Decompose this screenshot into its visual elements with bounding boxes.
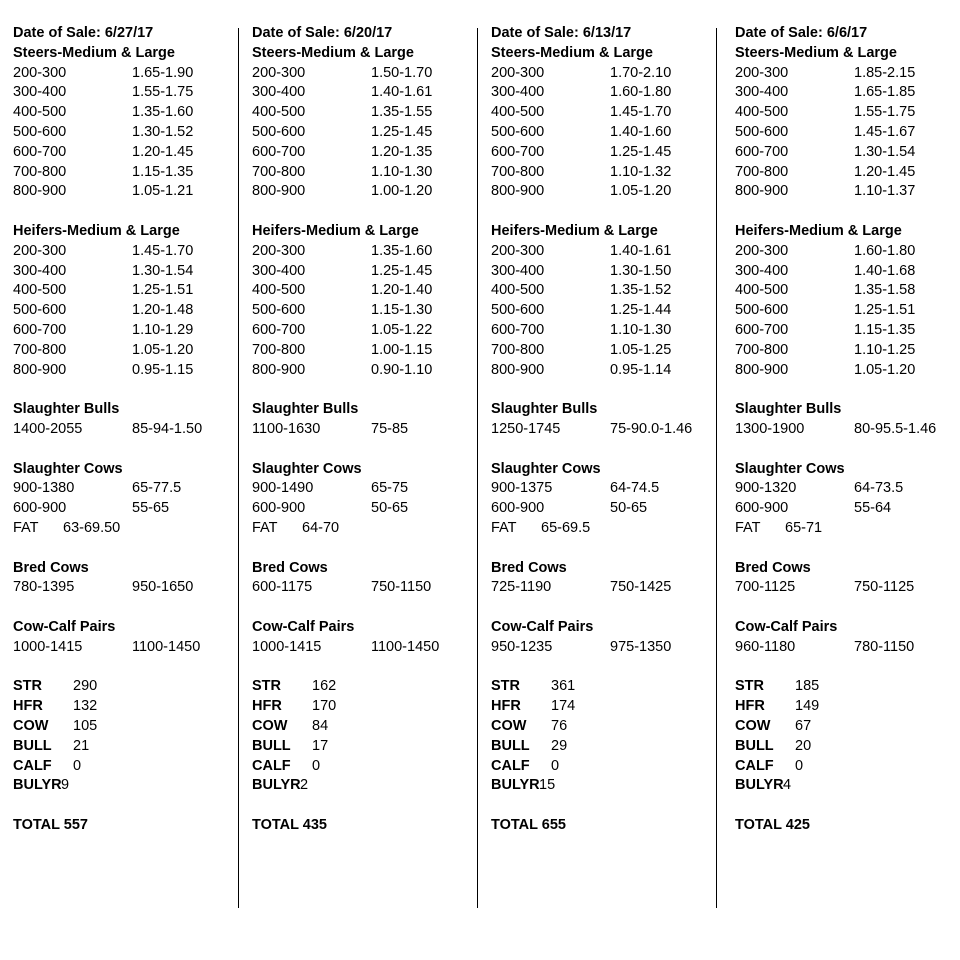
heifers-price: 1.10-1.25 [854, 342, 916, 358]
heifers-weight: 400-500 [252, 282, 306, 298]
cows-price: 64-73.5 [854, 480, 904, 496]
steers-price: 1.45-1.70 [610, 104, 672, 120]
fat-value: 63-69.50 [63, 520, 121, 536]
cows-weight: 600-900 [13, 500, 67, 516]
heifers-heading: Heifers-Medium & Large [491, 223, 658, 239]
bred-price: 750-1125 [854, 579, 915, 595]
heifers-price: 0.95-1.15 [132, 362, 194, 378]
steers-weight: 300-400 [735, 84, 789, 100]
count-value: 9 [61, 777, 70, 793]
heifers-price: 1.20-1.48 [132, 302, 194, 318]
pairs-heading: Cow-Calf Pairs [491, 619, 594, 635]
heifers-price: 1.25-1.51 [854, 302, 916, 318]
count-value: 174 [551, 698, 576, 714]
cows-weight: 600-900 [735, 500, 789, 516]
heifers-weight: 400-500 [13, 282, 67, 298]
steers-weight: 400-500 [491, 104, 545, 120]
sale-date: Date of Sale: 6/20/17 [252, 25, 393, 41]
count-label: HFR [252, 698, 282, 714]
bred-weight: 700-1125 [735, 579, 796, 595]
cows-heading: Slaughter Cows [252, 461, 362, 477]
bred-weight: 780-1395 [13, 579, 75, 595]
heifers-price: 1.05-1.25 [610, 342, 672, 358]
fat-label: FAT [735, 520, 761, 536]
steers-price: 1.30-1.54 [854, 144, 916, 160]
steers-price: 1.30-1.52 [132, 124, 194, 140]
fat-label: FAT [491, 520, 517, 536]
steers-weight: 600-700 [13, 144, 67, 160]
column-divider [238, 28, 239, 908]
count-value: 17 [312, 738, 329, 754]
steers-price: 1.40-1.60 [610, 124, 672, 140]
fat-label: FAT [13, 520, 39, 536]
heifers-price: 1.15-1.30 [371, 302, 433, 318]
steers-weight: 200-300 [252, 65, 306, 81]
heifers-weight: 400-500 [735, 282, 789, 298]
cows-heading: Slaughter Cows [13, 461, 123, 477]
column-divider [716, 28, 717, 908]
count-label: CALF [491, 758, 530, 774]
heifers-price: 1.35-1.52 [610, 282, 672, 298]
count-value: 149 [795, 698, 820, 714]
heifers-heading: Heifers-Medium & Large [735, 223, 902, 239]
heifers-weight: 500-600 [491, 302, 545, 318]
cows-price: 65-77.5 [132, 480, 182, 496]
pairs-price: 1100-1450 [371, 639, 440, 655]
steers-weight: 300-400 [13, 84, 67, 100]
bred-price: 750-1425 [610, 579, 672, 595]
steers-price: 1.20-1.45 [854, 164, 916, 180]
pairs-price: 975-1350 [610, 639, 672, 655]
count-label: COW [252, 718, 288, 734]
bulls-heading: Slaughter Bulls [735, 401, 842, 417]
heifers-price: 1.20-1.40 [371, 282, 433, 298]
pairs-weight: 950-1235 [491, 639, 553, 655]
total-count: TOTAL 425 [735, 817, 810, 833]
count-value: 290 [73, 678, 98, 694]
steers-heading: Steers-Medium & Large [13, 45, 175, 61]
steers-heading: Steers-Medium & Large [491, 45, 653, 61]
count-label: CALF [735, 758, 774, 774]
steers-weight: 300-400 [491, 84, 545, 100]
count-label: BULYR [252, 777, 301, 793]
steers-price: 1.45-1.67 [854, 124, 916, 140]
cows-weight: 900-1320 [735, 480, 797, 496]
count-label: BULL [735, 738, 774, 754]
bulls-weight: 1250-1745 [491, 421, 561, 437]
steers-price: 1.55-1.75 [854, 104, 916, 120]
count-value: 0 [312, 758, 321, 774]
heifers-weight: 200-300 [735, 243, 789, 259]
steers-weight: 500-600 [491, 124, 545, 140]
fat-value: 64-70 [302, 520, 340, 536]
steers-weight: 600-700 [252, 144, 306, 160]
heifers-price: 1.30-1.50 [610, 263, 672, 279]
cows-weight: 900-1375 [491, 480, 553, 496]
heifers-price: 1.25-1.51 [132, 282, 194, 298]
bred-price: 950-1650 [132, 579, 194, 595]
count-label: BULYR [13, 777, 62, 793]
steers-heading: Steers-Medium & Large [735, 45, 897, 61]
cows-price: 50-65 [610, 500, 648, 516]
count-value: 0 [73, 758, 82, 774]
count-value: 29 [551, 738, 568, 754]
bulls-heading: Slaughter Bulls [252, 401, 359, 417]
cows-weight: 600-900 [491, 500, 545, 516]
steers-weight: 800-900 [735, 183, 789, 199]
steers-weight: 300-400 [252, 84, 306, 100]
heifers-price: 1.25-1.44 [610, 302, 672, 318]
steers-price: 1.10-1.32 [610, 164, 672, 180]
steers-price: 1.00-1.20 [371, 183, 433, 199]
pairs-weight: 1000-1415 [252, 639, 322, 655]
heifers-weight: 700-800 [491, 342, 545, 358]
count-value: 105 [73, 718, 98, 734]
count-value: 4 [783, 777, 792, 793]
sale-date: Date of Sale: 6/6/17 [735, 25, 868, 41]
heifers-price: 1.10-1.29 [132, 322, 194, 338]
steers-weight: 400-500 [252, 104, 306, 120]
heifers-heading: Heifers-Medium & Large [13, 223, 180, 239]
cows-price: 55-64 [854, 500, 892, 516]
steers-weight: 500-600 [252, 124, 306, 140]
count-label: STR [252, 678, 281, 694]
pairs-heading: Cow-Calf Pairs [13, 619, 116, 635]
cows-price: 50-65 [371, 500, 409, 516]
count-label: STR [13, 678, 42, 694]
bulls-heading: Slaughter Bulls [491, 401, 598, 417]
count-value: 2 [300, 777, 309, 793]
count-value: 0 [551, 758, 560, 774]
heifers-price: 1.00-1.15 [371, 342, 433, 358]
count-value: 170 [312, 698, 337, 714]
bred-weight: 725-1190 [491, 579, 552, 595]
heifers-price: 1.05-1.20 [132, 342, 194, 358]
count-label: HFR [735, 698, 765, 714]
steers-weight: 400-500 [13, 104, 67, 120]
bred-heading: Bred Cows [735, 560, 811, 576]
steers-price: 1.60-1.80 [610, 84, 672, 100]
count-label: HFR [13, 698, 43, 714]
steers-price: 1.05-1.20 [610, 183, 672, 199]
count-label: BULL [13, 738, 52, 754]
count-label: COW [491, 718, 527, 734]
fat-label: FAT [252, 520, 278, 536]
heifers-weight: 800-900 [735, 362, 789, 378]
steers-weight: 700-800 [252, 164, 306, 180]
count-value: 185 [795, 678, 820, 694]
heifers-weight: 800-900 [252, 362, 306, 378]
count-value: 162 [312, 678, 337, 694]
heifers-weight: 600-700 [13, 322, 67, 338]
steers-price: 1.50-1.70 [371, 65, 433, 81]
pairs-price: 1100-1450 [132, 639, 201, 655]
heifers-weight: 300-400 [252, 263, 306, 279]
steers-price: 1.25-1.45 [371, 124, 433, 140]
heifers-price: 1.10-1.30 [610, 322, 672, 338]
steers-price: 1.65-1.90 [132, 65, 194, 81]
heifers-weight: 600-700 [735, 322, 789, 338]
heifers-price: 1.45-1.70 [132, 243, 194, 259]
steers-weight: 600-700 [491, 144, 545, 160]
count-label: CALF [13, 758, 52, 774]
heifers-price: 0.90-1.10 [371, 362, 433, 378]
heifers-price: 1.40-1.61 [610, 243, 672, 259]
steers-price: 1.85-2.15 [854, 65, 916, 81]
heifers-weight: 500-600 [252, 302, 306, 318]
heifers-weight: 700-800 [735, 342, 789, 358]
steers-weight: 500-600 [735, 124, 789, 140]
steers-weight: 800-900 [491, 183, 545, 199]
count-value: 84 [312, 718, 329, 734]
bred-heading: Bred Cows [13, 560, 89, 576]
cows-price: 64-74.5 [610, 480, 660, 496]
steers-price: 1.05-1.21 [132, 183, 194, 199]
steers-price: 1.15-1.35 [132, 164, 194, 180]
cows-weight: 600-900 [252, 500, 306, 516]
heifers-price: 1.35-1.60 [371, 243, 433, 259]
steers-weight: 200-300 [735, 65, 789, 81]
total-count: TOTAL 435 [252, 817, 327, 833]
heifers-weight: 700-800 [252, 342, 306, 358]
pairs-heading: Cow-Calf Pairs [735, 619, 838, 635]
steers-price: 1.35-1.55 [371, 104, 433, 120]
cows-weight: 900-1380 [13, 480, 75, 496]
heifers-weight: 300-400 [491, 263, 545, 279]
heifers-price: 1.35-1.58 [854, 282, 916, 298]
count-value: 132 [73, 698, 98, 714]
steers-price: 1.20-1.35 [371, 144, 433, 160]
count-label: BULL [491, 738, 530, 754]
count-value: 20 [795, 738, 812, 754]
count-label: COW [13, 718, 49, 734]
count-value: 21 [73, 738, 90, 754]
cows-heading: Slaughter Cows [735, 461, 845, 477]
steers-weight: 700-800 [491, 164, 545, 180]
heifers-weight: 700-800 [13, 342, 67, 358]
heifers-price: 0.95-1.14 [610, 362, 672, 378]
bulls-heading: Slaughter Bulls [13, 401, 120, 417]
bulls-price: 85-94-1.50 [132, 421, 203, 437]
heifers-price: 1.30-1.54 [132, 263, 194, 279]
cows-price: 55-65 [132, 500, 170, 516]
count-label: BULYR [491, 777, 540, 793]
steers-price: 1.40-1.61 [371, 84, 433, 100]
steers-price: 1.70-2.10 [610, 65, 672, 81]
cows-weight: 900-1490 [252, 480, 314, 496]
fat-value: 65-71 [785, 520, 823, 536]
total-count: TOTAL 557 [13, 817, 88, 833]
heifers-price: 1.15-1.35 [854, 322, 916, 338]
pairs-weight: 1000-1415 [13, 639, 83, 655]
steers-weight: 800-900 [252, 183, 306, 199]
heifers-price: 1.40-1.68 [854, 263, 916, 279]
count-label: STR [491, 678, 520, 694]
count-value: 15 [539, 777, 556, 793]
heifers-weight: 200-300 [252, 243, 306, 259]
pairs-price: 780-1150 [854, 639, 915, 655]
bulls-price: 75-85 [371, 421, 409, 437]
heifers-weight: 300-400 [735, 263, 789, 279]
bulls-weight: 1100-1630 [252, 421, 321, 437]
count-value: 361 [551, 678, 576, 694]
heifers-price: 1.60-1.80 [854, 243, 916, 259]
steers-weight: 200-300 [13, 65, 67, 81]
heifers-weight: 500-600 [13, 302, 67, 318]
steers-weight: 400-500 [735, 104, 789, 120]
bred-heading: Bred Cows [252, 560, 328, 576]
steers-price: 1.10-1.30 [371, 164, 433, 180]
count-label: COW [735, 718, 771, 734]
heifers-weight: 600-700 [252, 322, 306, 338]
steers-price: 1.65-1.85 [854, 84, 916, 100]
cows-price: 65-75 [371, 480, 409, 496]
steers-price: 1.25-1.45 [610, 144, 672, 160]
steers-weight: 700-800 [735, 164, 789, 180]
heifers-price: 1.05-1.20 [854, 362, 916, 378]
bulls-price: 75-90.0-1.46 [610, 421, 693, 437]
heifers-heading: Heifers-Medium & Large [252, 223, 419, 239]
bred-price: 750-1150 [371, 579, 432, 595]
heifers-weight: 800-900 [491, 362, 545, 378]
heifers-price: 1.05-1.22 [371, 322, 433, 338]
count-label: HFR [491, 698, 521, 714]
steers-weight: 500-600 [13, 124, 67, 140]
bulls-price: 80-95.5-1.46 [854, 421, 937, 437]
count-value: 67 [795, 718, 812, 734]
steers-price: 1.20-1.45 [132, 144, 194, 160]
column-divider [477, 28, 478, 908]
total-count: TOTAL 655 [491, 817, 566, 833]
heifers-weight: 400-500 [491, 282, 545, 298]
bred-weight: 600-1175 [252, 579, 313, 595]
count-label: BULYR [735, 777, 784, 793]
bred-heading: Bred Cows [491, 560, 567, 576]
steers-heading: Steers-Medium & Large [252, 45, 414, 61]
fat-value: 65-69.5 [541, 520, 591, 536]
cows-heading: Slaughter Cows [491, 461, 601, 477]
count-value: 76 [551, 718, 568, 734]
heifers-weight: 600-700 [491, 322, 545, 338]
count-label: BULL [252, 738, 291, 754]
steers-price: 1.55-1.75 [132, 84, 194, 100]
steers-weight: 600-700 [735, 144, 789, 160]
heifers-weight: 200-300 [13, 243, 67, 259]
count-label: STR [735, 678, 764, 694]
steers-weight: 200-300 [491, 65, 545, 81]
heifers-weight: 200-300 [491, 243, 545, 259]
heifers-price: 1.25-1.45 [371, 263, 433, 279]
pairs-heading: Cow-Calf Pairs [252, 619, 355, 635]
pairs-weight: 960-1180 [735, 639, 796, 655]
steers-weight: 700-800 [13, 164, 67, 180]
heifers-weight: 800-900 [13, 362, 67, 378]
sale-date: Date of Sale: 6/13/17 [491, 25, 632, 41]
bulls-weight: 1300-1900 [735, 421, 805, 437]
steers-weight: 800-900 [13, 183, 67, 199]
count-label: CALF [252, 758, 291, 774]
steers-price: 1.35-1.60 [132, 104, 194, 120]
heifers-weight: 500-600 [735, 302, 789, 318]
steers-price: 1.10-1.37 [854, 183, 916, 199]
heifers-weight: 300-400 [13, 263, 67, 279]
count-value: 0 [795, 758, 804, 774]
bulls-weight: 1400-2055 [13, 421, 83, 437]
sale-date: Date of Sale: 6/27/17 [13, 25, 154, 41]
